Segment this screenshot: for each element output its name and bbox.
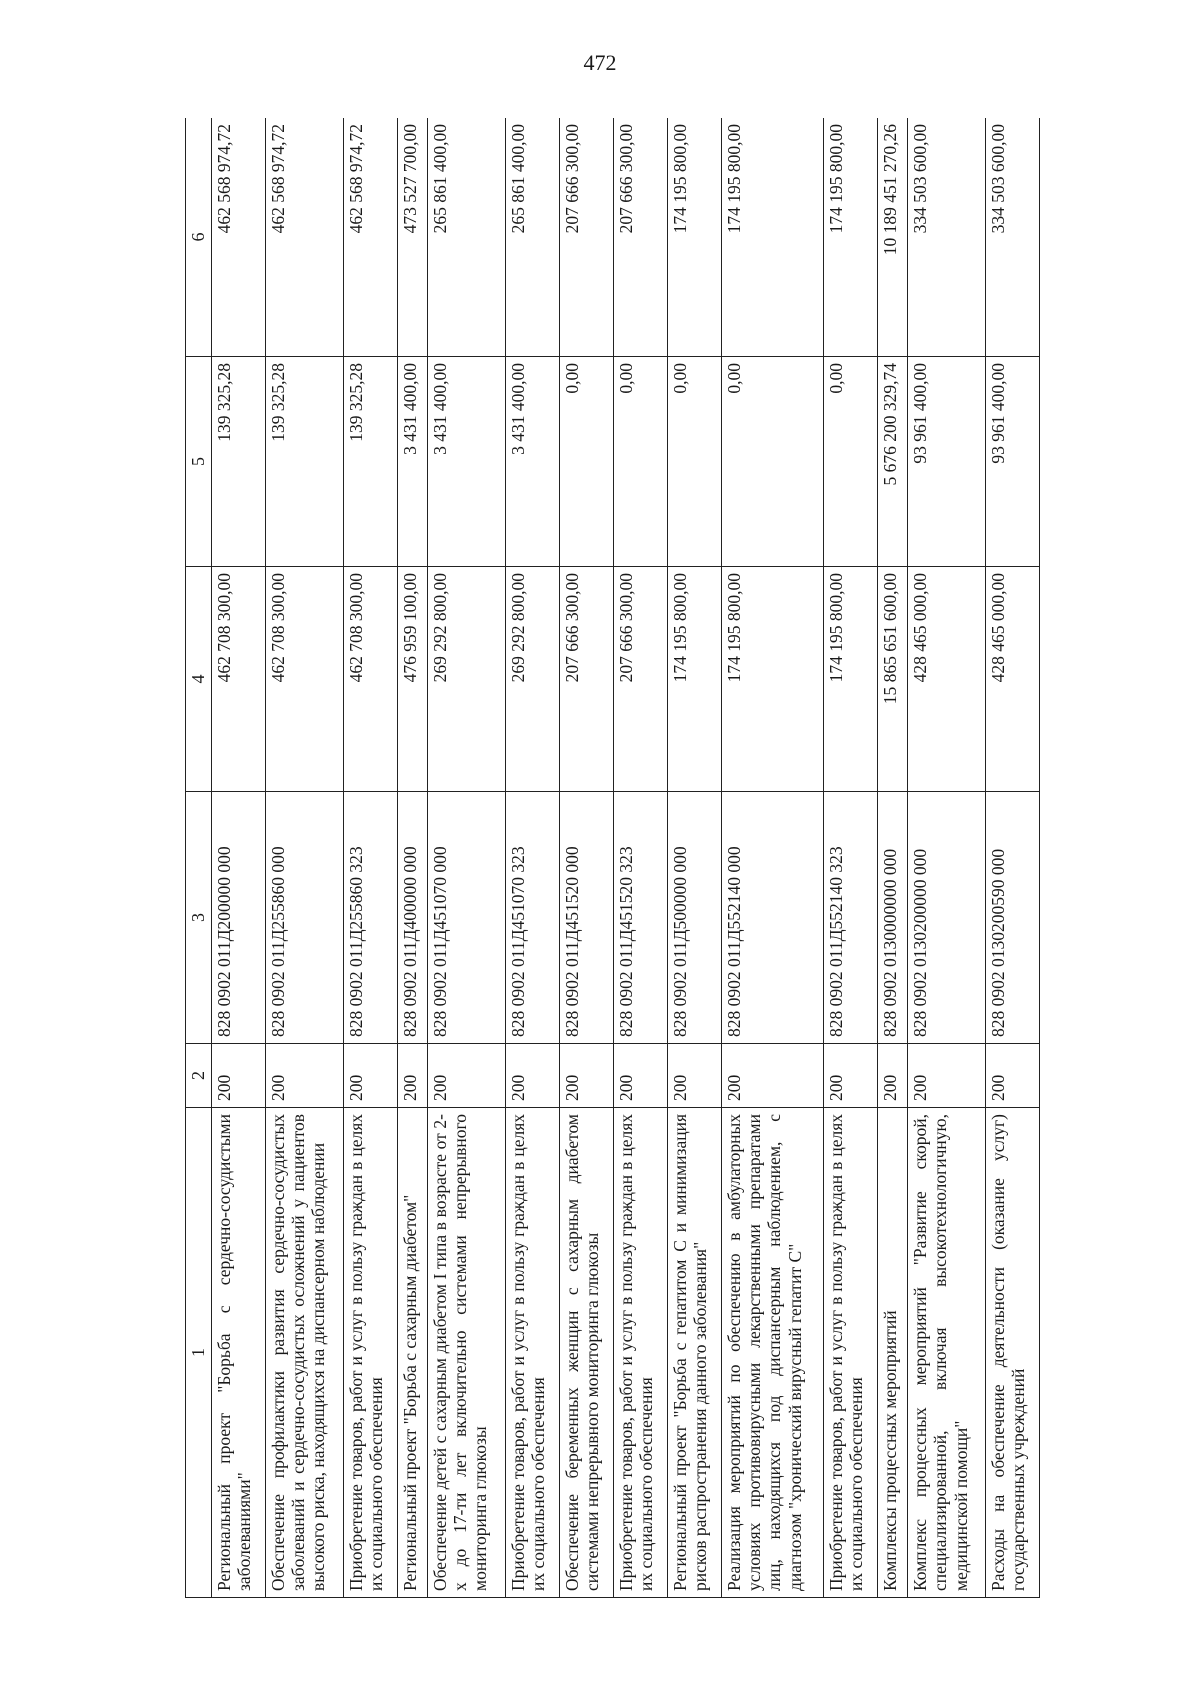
row-col6-amount: 334 503 600,00 (985, 118, 1039, 357)
row-col5-amount: 0,00 (823, 357, 877, 567)
header-col-5: 5 (186, 357, 212, 567)
row-type: 200 (505, 1044, 559, 1108)
table-row (667, 118, 721, 1598)
header-col-6: 6 (186, 118, 212, 357)
row-col5-amount: 0,00 (613, 357, 667, 567)
row-name: Приобретение товаров, работ и услуг в пользу граждан в целях их социального обеспечения (505, 1108, 559, 1598)
table-row (211, 118, 265, 1598)
table-row (343, 118, 397, 1598)
row-name: Региональный проект "Борьба с сердечно-сосудистыми заболеваниями" (211, 1108, 265, 1598)
table-viewport (185, 118, 1040, 1598)
row-name: Обеспечение детей с сахарным диабетом I типа в возрасте от 2-х до 17-ти лет включительно системами непрерывного мониторинга глюкозы (427, 1108, 505, 1598)
row-col6-amount: 334 503 600,00 (907, 118, 985, 357)
row-col5-amount: 3 431 400,00 (427, 357, 505, 567)
row-col5-amount: 139 325,28 (343, 357, 397, 567)
row-type: 200 (343, 1044, 397, 1108)
table-row (985, 118, 1039, 1598)
row-type: 200 (877, 1044, 907, 1108)
table-row (907, 118, 985, 1598)
row-code: 828 0902 011Д552140 000 (721, 792, 823, 1044)
row-name: Региональный проект "Борьба с сахарным диабетом" (397, 1108, 427, 1598)
header-col-3: 3 (186, 792, 212, 1044)
row-col5-amount: 5 676 200 329,74 (877, 357, 907, 567)
row-col6-amount: 462 568 974,72 (343, 118, 397, 357)
row-col4-amount: 207 666 300,00 (559, 567, 613, 792)
row-type: 200 (907, 1044, 985, 1108)
row-col4-amount: 428 465 000,00 (985, 567, 1039, 792)
row-col5-amount: 0,00 (721, 357, 823, 567)
row-col4-amount: 207 666 300,00 (613, 567, 667, 792)
header-row (186, 118, 212, 1598)
row-code: 828 0902 011Д451070 323 (505, 792, 559, 1044)
row-col5-amount: 3 431 400,00 (397, 357, 427, 567)
row-col4-amount: 174 195 800,00 (823, 567, 877, 792)
row-col6-amount: 207 666 300,00 (613, 118, 667, 357)
page-number: 472 (583, 50, 617, 75)
row-col5-amount: 139 325,28 (265, 357, 343, 567)
header-col-4: 4 (186, 567, 212, 792)
row-col6-amount: 10 189 451 270,26 (877, 118, 907, 357)
row-name: Приобретение товаров, работ и услуг в пользу граждан в целях их социального обеспечения (823, 1108, 877, 1598)
row-col6-amount: 265 861 400,00 (505, 118, 559, 357)
row-name: Приобретение товаров, работ и услуг в пользу граждан в целях их социального обеспечения (613, 1108, 667, 1598)
row-col4-amount: 269 292 800,00 (505, 567, 559, 792)
row-col6-amount: 174 195 800,00 (667, 118, 721, 357)
row-col5-amount: 93 961 400,00 (907, 357, 985, 567)
row-code: 828 0902 011Д552140 323 (823, 792, 877, 1044)
row-code: 828 0902 0130200000 000 (907, 792, 985, 1044)
rotated-table-container (185, 118, 1040, 1598)
row-col4-amount: 269 292 800,00 (427, 567, 505, 792)
row-col5-amount: 3 431 400,00 (505, 357, 559, 567)
row-name: Приобретение товаров, работ и услуг в пользу граждан в целях их социального обеспечения (343, 1108, 397, 1598)
row-code: 828 0902 011Д255860 323 (343, 792, 397, 1044)
row-name: Комплексы процессных мероприятий (877, 1108, 907, 1598)
row-name: Расходы на обеспечение деятельности (оказание услуг) государственных учреждений (985, 1108, 1039, 1598)
table-row (397, 118, 427, 1598)
row-code: 828 0902 0130200590 000 (985, 792, 1039, 1044)
row-col4-amount: 462 708 300,00 (265, 567, 343, 792)
table-row (559, 118, 613, 1598)
row-col4-amount: 174 195 800,00 (667, 567, 721, 792)
table-row (265, 118, 343, 1598)
table-row (427, 118, 505, 1598)
row-type: 200 (667, 1044, 721, 1108)
row-col5-amount: 0,00 (559, 357, 613, 567)
row-col4-amount: 476 959 100,00 (397, 567, 427, 792)
row-code: 828 0902 0130000000 000 (877, 792, 907, 1044)
row-name: Комплекс процессных мероприятий "Развитие скорой, специализированной, включая высокотехнологичную, медицинской помощи" (907, 1108, 985, 1598)
header-col-2: 2 (186, 1044, 212, 1108)
row-col6-amount: 174 195 800,00 (823, 118, 877, 357)
row-name: Обеспечение беременных женщин с сахарным диабетом системами непрерывного мониторинга глюкозы (559, 1108, 613, 1598)
row-col6-amount: 207 666 300,00 (559, 118, 613, 357)
row-type: 200 (211, 1044, 265, 1108)
row-name: Обеспечение профилактики развития сердечно-сосудистых заболеваний и сердечно-сосудистых осложнений у пациентов высокого риска, находящихся на диспансерном наблюдении (265, 1108, 343, 1598)
table-row (823, 118, 877, 1598)
row-col6-amount: 265 861 400,00 (427, 118, 505, 357)
row-col5-amount: 139 325,28 (211, 357, 265, 567)
row-col6-amount: 174 195 800,00 (721, 118, 823, 357)
row-code: 828 0902 011Д200000 000 (211, 792, 265, 1044)
row-name: Региональный проект "Борьба с гепатитом С и минимизация рисков распространения данного заболевания" (667, 1108, 721, 1598)
row-code: 828 0902 011Д451520 323 (613, 792, 667, 1044)
budget-table (185, 118, 1040, 1598)
table-row (505, 118, 559, 1598)
row-name: Реализация мероприятий по обеспечению в амбулаторных условиях противовирусными лекарственными препаратами лиц, находящихся под диспансерным наблюдением, с диагнозом "хронический вирусный гепатит С" (721, 1108, 823, 1598)
row-type: 200 (265, 1044, 343, 1108)
row-col4-amount: 462 708 300,00 (211, 567, 265, 792)
row-code: 828 0902 011Д451070 000 (427, 792, 505, 1044)
row-code: 828 0902 011Д500000 000 (667, 792, 721, 1044)
row-col4-amount: 428 465 000,00 (907, 567, 985, 792)
row-col6-amount: 462 568 974,72 (211, 118, 265, 357)
row-col6-amount: 473 527 700,00 (397, 118, 427, 357)
row-type: 200 (613, 1044, 667, 1108)
table-row (613, 118, 667, 1598)
row-code: 828 0902 011Д400000 000 (397, 792, 427, 1044)
row-col5-amount: 0,00 (667, 357, 721, 567)
row-col4-amount: 462 708 300,00 (343, 567, 397, 792)
row-type: 200 (427, 1044, 505, 1108)
row-code: 828 0902 011Д255860 000 (265, 792, 343, 1044)
row-code: 828 0902 011Д451520 000 (559, 792, 613, 1044)
row-col4-amount: 15 865 651 600,00 (877, 567, 907, 792)
row-type: 200 (985, 1044, 1039, 1108)
table-row (877, 118, 907, 1598)
row-type: 200 (823, 1044, 877, 1108)
table-row (721, 118, 823, 1598)
row-type: 200 (559, 1044, 613, 1108)
row-col6-amount: 462 568 974,72 (265, 118, 343, 357)
row-col5-amount: 93 961 400,00 (985, 357, 1039, 567)
header-col-1: 1 (186, 1108, 212, 1598)
row-col4-amount: 174 195 800,00 (721, 567, 823, 792)
row-type: 200 (397, 1044, 427, 1108)
row-type: 200 (721, 1044, 823, 1108)
